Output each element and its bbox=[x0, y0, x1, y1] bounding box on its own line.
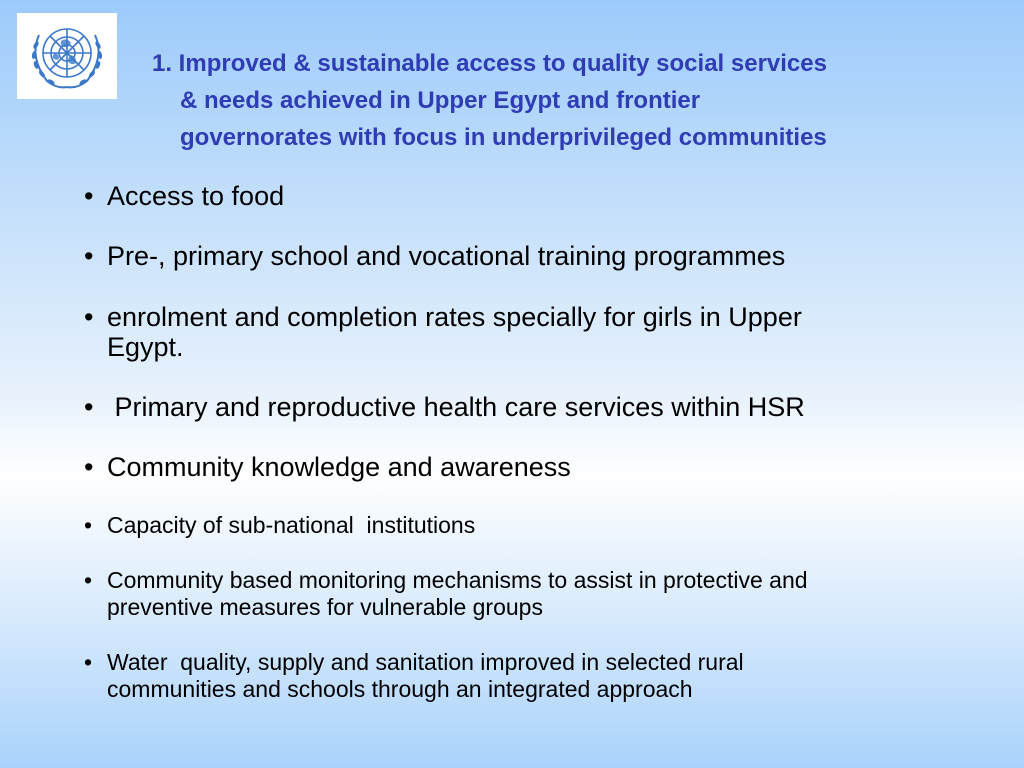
bullet-marker: • bbox=[84, 181, 94, 211]
bullet-marker: • bbox=[84, 649, 93, 675]
bullet-text-line-2: preventive measures for vulnerable groups bbox=[107, 594, 543, 620]
slide-title-line-3: governorates with focus in underprivileged communities bbox=[180, 124, 827, 151]
bullet-item bbox=[84, 392, 994, 422]
bullet-marker: • bbox=[84, 567, 93, 593]
bullet-text-line-1: enrolment and completion rates specially for girls in Upper bbox=[107, 302, 802, 332]
bullet-text-line-2: Egypt. bbox=[107, 332, 184, 362]
bullet-item bbox=[84, 512, 994, 539]
bullet-text: Pre-, primary school and vocational training programmes bbox=[107, 241, 786, 271]
bullet-item bbox=[84, 649, 994, 703]
bullet-text-line-1: Water quality, supply and sanitation improved in selected rural bbox=[107, 649, 744, 675]
bullet-marker: • bbox=[84, 302, 94, 332]
bullet-marker: • bbox=[84, 512, 93, 538]
bullet-text: Capacity of sub-national institutions bbox=[107, 512, 476, 538]
bullet-text: Access to food bbox=[107, 181, 285, 211]
slide-title bbox=[152, 45, 972, 156]
un-emblem-icon bbox=[25, 15, 109, 97]
bullet-marker: • bbox=[84, 241, 94, 271]
bullet-marker: • bbox=[84, 392, 94, 422]
bullet-item bbox=[84, 181, 994, 211]
bullet-item bbox=[84, 241, 994, 271]
bullet-marker: • bbox=[84, 452, 94, 482]
bullet-item bbox=[84, 302, 994, 362]
bullet-text-line-2: communities and schools through an integrated approach bbox=[107, 676, 693, 702]
un-logo bbox=[17, 13, 117, 99]
bullet-text-line-1: Community based monitoring mechanisms to assist in protective and bbox=[107, 567, 808, 593]
slide-title-line-1: 1. Improved & sustainable access to quality social services bbox=[152, 50, 827, 77]
bullet-text: Community knowledge and awareness bbox=[107, 452, 571, 482]
bullet-item bbox=[84, 567, 994, 621]
bullet-text: Primary and reproductive health care services within HSR bbox=[107, 392, 805, 422]
bullet-item bbox=[84, 452, 994, 482]
slide-title-line-2: & needs achieved in Upper Egypt and frontier bbox=[180, 87, 701, 114]
